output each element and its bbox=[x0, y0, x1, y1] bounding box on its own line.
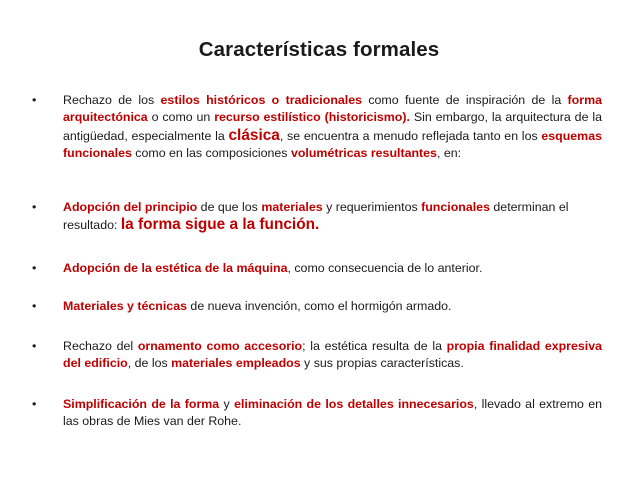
highlight-term: forma arquitectónica bbox=[63, 93, 602, 125]
text-run: , como consecuencia de lo anterior. bbox=[287, 261, 483, 275]
highlight-term: clásica bbox=[228, 126, 280, 144]
highlight-term: materiales empleados bbox=[171, 356, 301, 371]
highlight-term: Adopción de la estética de la máquina bbox=[63, 261, 288, 275]
bullet-icon: • bbox=[32, 397, 37, 411]
text-run: de que los bbox=[197, 200, 262, 214]
text-run: y sus propias características. bbox=[300, 356, 464, 371]
text-run: como en las composiciones bbox=[131, 145, 291, 160]
highlight-term: recurso estilístico (historicismo). bbox=[214, 110, 410, 125]
bullet-text bbox=[63, 338, 602, 373]
text-run: de nueva invención, como el hormigón armado. bbox=[186, 299, 452, 313]
highlight-term: estilos históricos o tradicionales bbox=[160, 93, 363, 107]
highlight-term: volumétricas resultantes bbox=[290, 145, 437, 160]
text-run: , en: bbox=[436, 145, 462, 160]
bullet-icon: • bbox=[32, 261, 37, 275]
highlight-term: ornamento como accesorio bbox=[137, 339, 303, 353]
text-run: , de los bbox=[127, 356, 172, 371]
bullet-text bbox=[63, 298, 602, 315]
text-run: , llevado al extremo en las obras de Mies van der Rohe. bbox=[63, 397, 603, 429]
text-run: determinan el resultado: bbox=[63, 200, 569, 233]
slide-title: Características formales bbox=[198, 38, 440, 61]
highlight-term: esquemas funcionales bbox=[63, 128, 602, 160]
text-run: y requerimientos bbox=[322, 200, 422, 214]
text-run: Rechazo del bbox=[63, 339, 138, 353]
text-run: ; la estética resulta de la bbox=[302, 339, 447, 353]
bullet-text bbox=[63, 260, 602, 277]
highlight-term: funcionales bbox=[421, 200, 490, 214]
text-run: y bbox=[219, 397, 235, 411]
text-run: o como un bbox=[147, 110, 215, 125]
highlight-term: propia finalidad expresiva del edificio bbox=[63, 339, 603, 371]
highlight-term: materiales bbox=[261, 200, 323, 214]
bullet-icon: • bbox=[32, 200, 37, 214]
bullet-icon: • bbox=[32, 93, 37, 107]
highlight-term: Simplificación de la forma bbox=[63, 397, 220, 411]
bullet-text bbox=[63, 199, 602, 235]
bullet-text bbox=[63, 92, 602, 162]
text-run: Sin embargo, la arquitectura de la antigüedad, especialmente la bbox=[63, 110, 602, 143]
bullet-icon: • bbox=[32, 299, 37, 313]
highlight-term: Materiales y técnicas bbox=[63, 299, 187, 313]
text-run: , se encuentra a menudo reflejada tanto en los bbox=[279, 128, 542, 143]
highlight-term: la forma sigue a la función. bbox=[120, 216, 320, 234]
bullet-icon: • bbox=[32, 339, 37, 353]
highlight-term: Adopción del principio bbox=[63, 200, 198, 214]
highlight-term: eliminación de los detalles innecesarios bbox=[234, 397, 474, 411]
text-run: Rechazo de los bbox=[63, 93, 161, 107]
bullet-text bbox=[63, 396, 602, 431]
text-run: como fuente de inspiración de la bbox=[362, 93, 568, 107]
